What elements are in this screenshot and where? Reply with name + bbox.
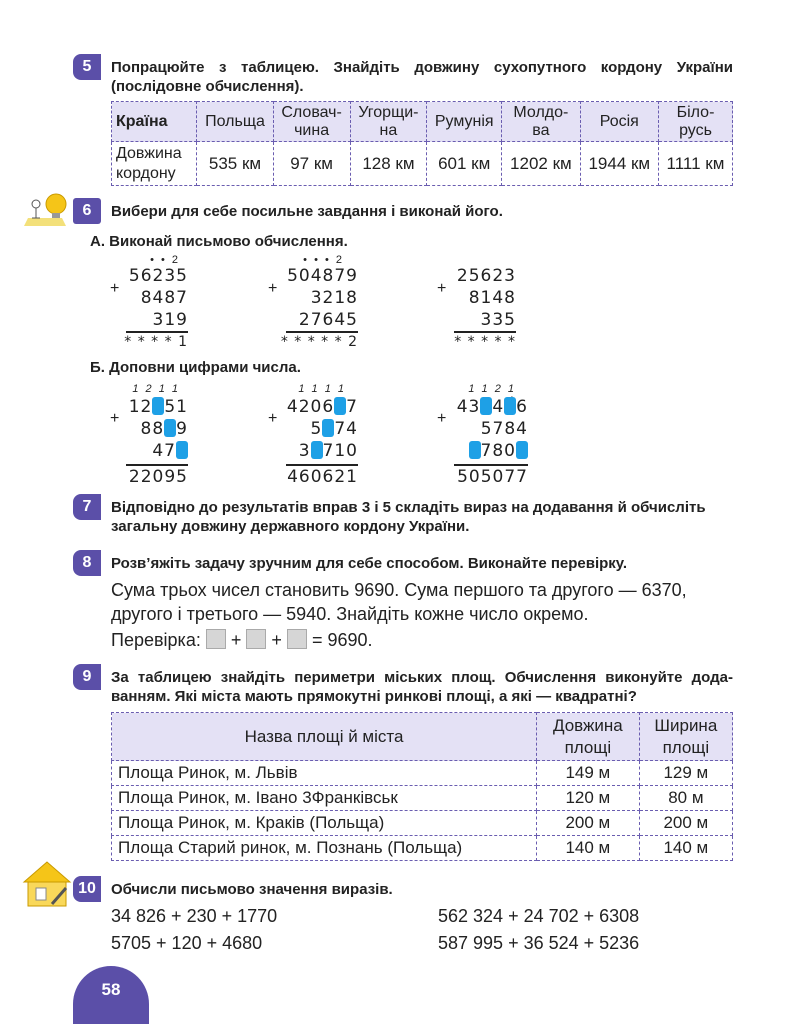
- table-row: [112, 811, 733, 836]
- task-9-number: 9: [73, 664, 101, 690]
- table-cell: Площа Старий ринок, м. Познань (Польща): [112, 836, 537, 861]
- table-cell: 128 км: [350, 142, 427, 186]
- table-cell: 140 м: [537, 836, 640, 861]
- carry-digits: 1 1 2 1: [468, 383, 516, 395]
- addend-1: 12 51: [128, 397, 188, 417]
- table-cell: 535 км: [197, 142, 273, 186]
- addend-3: 27645: [298, 310, 358, 330]
- addend-2: 8487: [140, 288, 188, 308]
- table-header-cell: Біло- русь: [659, 102, 733, 142]
- table-row: [112, 761, 733, 786]
- addend-3: 47: [110, 441, 188, 461]
- blank-digit[interactable]: [504, 397, 516, 415]
- plus-sign: +: [268, 280, 278, 297]
- check-line: Перевірка: + + = 9690.: [111, 630, 373, 650]
- table-cell: Довжина кордону: [112, 142, 197, 186]
- task-6-number: 6: [73, 198, 101, 224]
- plus-sign: +: [110, 280, 120, 297]
- blank-digit[interactable]: [334, 397, 346, 415]
- table-header-cell: Словач- чина: [273, 102, 350, 142]
- blank-digit[interactable]: [469, 441, 481, 459]
- squares-table: [111, 712, 733, 861]
- addend-2: 3218: [310, 288, 358, 308]
- problem-line-2: другого і третього — 5940. Знайдіть кожне число окремо.: [111, 604, 589, 624]
- table-header-cell: Довжина площі: [537, 713, 640, 761]
- table-cell: 80 м: [639, 786, 732, 811]
- sum-result: * * * * * 2: [280, 334, 358, 350]
- sum-line: [126, 331, 188, 333]
- table-cell: 1944 км: [580, 142, 658, 186]
- table-cell: 601 км: [427, 142, 502, 186]
- sum-line: [454, 464, 528, 466]
- table-cell: 129 м: [639, 761, 732, 786]
- task-6a-label: А. Виконай письмово обчислення.: [90, 233, 348, 250]
- sum-result: 460621: [287, 467, 358, 487]
- plus-sign: +: [437, 280, 447, 297]
- addend-1: 43 4 6: [456, 397, 528, 417]
- carry-marks: • • • 2: [303, 254, 344, 266]
- blank-digit[interactable]: [322, 419, 334, 437]
- page-number: 58: [73, 966, 149, 1024]
- blank-digit[interactable]: [176, 441, 188, 459]
- sum-line: [286, 464, 358, 466]
- addend-2: 8148: [468, 288, 516, 308]
- addend-1: 25623: [456, 266, 516, 286]
- table-cell: 1111 км: [659, 142, 733, 186]
- blank-digit[interactable]: [152, 397, 164, 415]
- answer-box[interactable]: [287, 629, 307, 649]
- addend-3: 335: [480, 310, 516, 330]
- house-pencil-icon: [22, 858, 72, 908]
- addend-2: 5 74: [310, 419, 358, 439]
- task-8-number: 8: [73, 550, 101, 576]
- table-cell: Площа Ринок, м. Івано 3Франківськ: [112, 786, 537, 811]
- addend-2: 88 9: [140, 419, 188, 439]
- sum-line: [286, 331, 358, 333]
- expression-2: 562 324 + 24 702 + 6308: [438, 906, 640, 926]
- table-cell: 97 км: [273, 142, 350, 186]
- addend-3: 3 710: [298, 441, 358, 461]
- blank-digit[interactable]: [164, 419, 176, 437]
- carry-marks: • • 2: [150, 254, 180, 266]
- sum-result: 505077: [457, 467, 528, 487]
- table-cell: 140 м: [639, 836, 732, 861]
- table-header-cell: Молдо- ва: [502, 102, 580, 142]
- addend-1: 504879: [287, 266, 358, 286]
- table-cell: 120 м: [537, 786, 640, 811]
- addend-1: 4206 7: [286, 397, 358, 417]
- table-cell: 1202 км: [502, 142, 580, 186]
- table-header-cell: Ширина площі: [639, 713, 732, 761]
- table-header-cell: Румунія: [427, 102, 502, 142]
- border-table: [111, 101, 733, 186]
- plus-sign: +: [437, 410, 447, 427]
- sum-result: 22095: [128, 467, 188, 487]
- task-6b-label: Б. Доповни цифрами числа.: [90, 359, 301, 376]
- table-header-cell: Країна: [112, 102, 197, 142]
- answer-box[interactable]: [206, 629, 226, 649]
- table-row: [112, 786, 733, 811]
- addend-2: 5784: [480, 419, 528, 439]
- addend-3: 319: [152, 310, 188, 330]
- task-9-text: За таблицею знайдіть периметри міських площ. Обчислення виконуйте дода-ванням. Які міста мають прямокутні ринкові площі, а які — квадратні?: [111, 669, 733, 705]
- task-8-text: Розв’яжіть задачу зручним для себе способом. Виконайте перевірку.: [111, 555, 627, 572]
- answer-box[interactable]: [246, 629, 266, 649]
- plus-sign: +: [110, 410, 120, 427]
- sum-result: * * * * *: [454, 334, 516, 350]
- blank-digit[interactable]: [516, 441, 528, 459]
- table-header-cell: Польща: [197, 102, 273, 142]
- table-header-cell: Назва площі й міста: [112, 713, 537, 761]
- expression-1: 34 826 + 230 + 1770: [111, 906, 278, 926]
- addend-3: 780: [440, 441, 528, 461]
- blank-digit[interactable]: [480, 397, 492, 415]
- table-header-cell: Угорщи- на: [350, 102, 427, 142]
- table-header-cell: Росія: [580, 102, 658, 142]
- task-10-number: 10: [73, 876, 101, 902]
- plus-sign: +: [268, 410, 278, 427]
- task-7-text: Відповідно до результатів вправ 3 і 5 складіть вираз на додавання й обчисліть загальну довжину державного кордону України.: [111, 499, 706, 535]
- table-cell: 149 м: [537, 761, 640, 786]
- task-7-number: 7: [73, 494, 101, 520]
- blank-digit[interactable]: [311, 441, 323, 459]
- sum-result: * * * * 1: [124, 334, 188, 350]
- table-cell: 200 м: [537, 811, 640, 836]
- carry-digits: 1 1 1 1: [298, 383, 346, 395]
- task-6-text: Вибери для себе посильне завдання і виконай його.: [111, 203, 503, 220]
- lightbulb-icon: [22, 190, 70, 228]
- expression-4: 587 995 + 36 524 + 5236: [438, 933, 640, 953]
- problem-line-1: Сума трьох чисел становить 9690. Сума першого та другого — 6370,: [111, 580, 687, 600]
- carry-digits: 1 2 1 1: [132, 383, 180, 395]
- table-cell: Площа Ринок, м. Краків (Польща): [112, 811, 537, 836]
- sum-line: [454, 331, 516, 333]
- task-10-text: Обчисли письмово значення виразів.: [111, 881, 393, 898]
- table-row: [112, 836, 733, 861]
- table-cell: 200 м: [639, 811, 732, 836]
- table-cell: Площа Ринок, м. Львів: [112, 761, 537, 786]
- expression-3: 5705 + 120 + 4680: [111, 933, 263, 953]
- task-5-number: 5: [73, 54, 101, 80]
- addend-1: 56235: [128, 266, 188, 286]
- sum-line: [126, 464, 188, 466]
- task-5-text: Попрацюйте з таблицею. Знайдіть довжину сухопутного кордону України (послідовне обчислення).: [111, 59, 733, 95]
